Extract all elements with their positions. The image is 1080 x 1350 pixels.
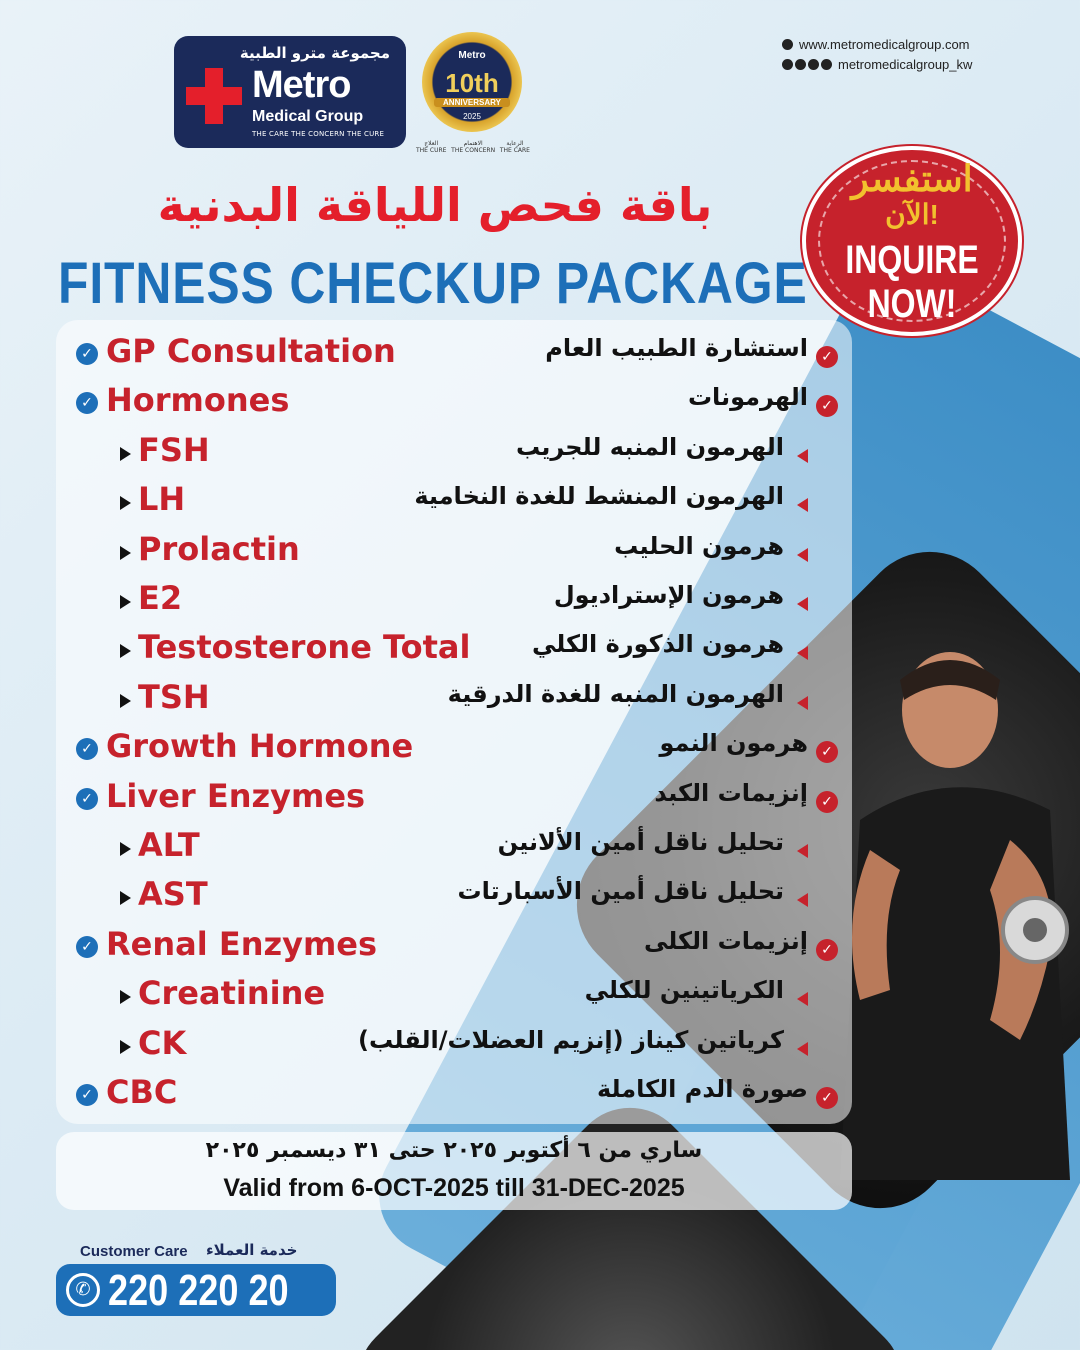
- anniversary-tags: [416, 140, 530, 154]
- phone-number[interactable]: 220 220 20: [108, 1266, 289, 1315]
- website-text[interactable]: www.metromedicalgroup.com: [799, 36, 970, 52]
- check-circle-icon: ✓: [76, 392, 98, 414]
- triangle-right-icon: [120, 1040, 131, 1054]
- item-arabic-label: إنزيمات الكبد: [654, 778, 808, 807]
- triangle-left-icon: [797, 548, 808, 562]
- customer-care-label-arabic: خدمة العملاء: [206, 1241, 298, 1259]
- facebook-icon: [782, 59, 793, 70]
- package-item: [56, 326, 852, 374]
- validity-english: Valid from 6-OCT-2025 till 31-DEC-2025: [223, 1174, 685, 1202]
- cross-icon: [186, 68, 242, 124]
- package-subitem: [56, 672, 852, 720]
- triangle-right-icon: [120, 694, 131, 708]
- social-line[interactable]: [782, 54, 972, 74]
- item-english-label: CBC: [106, 1073, 178, 1111]
- triangle-left-icon: [797, 844, 808, 858]
- package-subitem: [56, 622, 852, 670]
- item-english-label: Testosterone Total: [138, 628, 471, 667]
- item-arabic-label: هرمون الحليب: [614, 531, 784, 560]
- website-line[interactable]: [782, 34, 972, 54]
- phone-icon: ✆: [66, 1273, 100, 1307]
- item-arabic-label: هرمون الذكورة الكلي: [531, 630, 784, 659]
- inquire-en-line1: INQUIRE: [845, 238, 979, 282]
- phone-button[interactable]: [56, 1264, 336, 1316]
- globe-icon: [782, 39, 793, 50]
- anniversary-tag-concern: الاهتمام THE CONCERN: [451, 140, 496, 154]
- check-circle-red-icon: ✓: [816, 346, 838, 368]
- triangle-left-icon: [797, 893, 808, 907]
- item-english-label: Prolactin: [138, 529, 300, 568]
- item-english-label: Creatinine: [138, 974, 326, 1013]
- check-circle-icon: ✓: [76, 343, 98, 365]
- inquire-ar-line1: استفسر: [851, 158, 973, 199]
- check-circle-icon: ✓: [76, 788, 98, 810]
- title-english: FITNESS CHECKUP PACKAGE: [58, 251, 808, 316]
- item-arabic-label: إنزيمات الكلى: [643, 926, 808, 955]
- package-items-panel: [56, 320, 852, 1124]
- item-english-label: TSH: [138, 677, 210, 716]
- item-english-label: LH: [138, 480, 186, 519]
- triangle-right-icon: [120, 644, 131, 658]
- item-english-label: E2: [138, 579, 183, 617]
- customer-care-label: Customer Care: [80, 1243, 188, 1260]
- instagram-icon: [795, 59, 806, 70]
- logo-arabic-name: مجموعة مترو الطبية: [239, 44, 390, 62]
- item-arabic-label: هرمون النمو: [659, 729, 808, 758]
- item-english-label: Liver Enzymes: [106, 776, 366, 815]
- triangle-left-icon: [797, 449, 808, 463]
- item-english-label: CK: [138, 1023, 187, 1062]
- check-circle-icon: ✓: [76, 936, 98, 958]
- package-subitem: [56, 820, 852, 868]
- contact-info: [782, 34, 972, 74]
- inquire-ar-line2: الآن!: [885, 199, 939, 230]
- item-arabic-label: هرمون الإستراديول: [553, 581, 784, 609]
- logo-subtitle: Medical Group: [252, 108, 364, 125]
- check-circle-icon: ✓: [76, 1084, 98, 1106]
- item-arabic-label: الهرمون المنبه للغدة الدرقية: [447, 679, 784, 708]
- triangle-right-icon: [120, 447, 131, 461]
- check-circle-red-icon: ✓: [816, 741, 838, 763]
- package-item: [56, 1067, 852, 1115]
- package-item: [56, 721, 852, 769]
- anniversary-tag-cure: العلاج THE CURE: [416, 140, 447, 154]
- validity-box: [56, 1132, 852, 1210]
- item-english-label: FSH: [138, 430, 210, 469]
- logo-tagline: THE CARE THE CONCERN THE CURE: [252, 130, 385, 138]
- package-subitem: [56, 425, 852, 473]
- social-handle[interactable]: metromedicalgroup_kw: [838, 56, 973, 72]
- package-subitem: [56, 1018, 852, 1066]
- anniversary-brand: Metro: [458, 50, 486, 61]
- item-arabic-label: الهرمون المنشط للغدة النخامية: [414, 482, 784, 511]
- check-circle-red-icon: ✓: [816, 1087, 838, 1109]
- anniversary-number: 10th: [445, 68, 499, 98]
- inquire-en-line2: NOW!: [867, 282, 957, 326]
- anniversary-label: ANNIVERSARY: [434, 98, 510, 107]
- item-english-label: Renal Enzymes: [106, 924, 378, 963]
- triangle-left-icon: [797, 696, 808, 710]
- item-arabic-label: الهرمونات: [687, 383, 808, 412]
- package-subitem: [56, 474, 852, 522]
- triangle-left-icon: [797, 646, 808, 660]
- item-english-label: ALT: [138, 826, 200, 864]
- package-item: [56, 375, 852, 423]
- item-english-label: Hormones: [106, 381, 290, 420]
- item-english-label: Growth Hormone: [106, 727, 414, 766]
- triangle-right-icon: [120, 595, 131, 609]
- check-circle-red-icon: ✓: [816, 939, 838, 961]
- logo-name: Metro: [252, 64, 351, 106]
- triangle-right-icon: [120, 546, 131, 560]
- triangle-left-icon: [797, 498, 808, 512]
- item-english-label: AST: [138, 875, 208, 914]
- triangle-left-icon: [797, 992, 808, 1006]
- anniversary-year: 2025: [463, 112, 481, 121]
- check-circle-red-icon: ✓: [816, 791, 838, 813]
- item-arabic-label: تحليل ناقل أمين الألانين: [497, 828, 784, 856]
- title-arabic: باقة فحص اللياقة البدنية: [157, 178, 713, 232]
- triangle-right-icon: [120, 891, 131, 905]
- triangle-right-icon: [120, 496, 131, 510]
- anniversary-tag-care: الرعاية THE CARE: [499, 140, 530, 154]
- check-circle-icon: ✓: [76, 738, 98, 760]
- item-arabic-label: صورة الدم الكاملة: [596, 1075, 808, 1103]
- anniversary-seal: [422, 32, 522, 132]
- triangle-left-icon: [797, 1042, 808, 1056]
- triangle-left-icon: [797, 597, 808, 611]
- package-subitem: [56, 524, 852, 572]
- item-arabic-label: استشارة الطبيب العام: [545, 334, 808, 362]
- package-subitem: [56, 573, 852, 621]
- triangle-right-icon: [120, 990, 131, 1004]
- package-item: [56, 771, 852, 819]
- check-circle-red-icon: ✓: [816, 395, 838, 417]
- inquire-now-badge[interactable]: [802, 146, 1022, 336]
- item-arabic-label: كرياتين كيناز (إنزيم العضلات/القلب): [358, 1025, 784, 1054]
- validity-arabic: ساري من ٦ أكتوبر ٢٠٢٥ حتى ٣١ ديسمبر ٢٠٢٥: [205, 1138, 703, 1163]
- twitter-icon: [821, 59, 832, 70]
- item-arabic-label: تحليل ناقل أمين الأسبارتات: [457, 877, 784, 906]
- item-english-label: GP Consultation: [106, 332, 396, 370]
- package-subitem: [56, 869, 852, 917]
- youtube-icon: [808, 59, 819, 70]
- item-arabic-label: الكرياتينين للكلي: [584, 976, 784, 1005]
- package-item: [56, 919, 852, 967]
- package-subitem: [56, 968, 852, 1016]
- item-arabic-label: الهرمون المنبه للجريب: [515, 432, 784, 461]
- triangle-right-icon: [120, 842, 131, 856]
- metro-logo: [174, 36, 406, 148]
